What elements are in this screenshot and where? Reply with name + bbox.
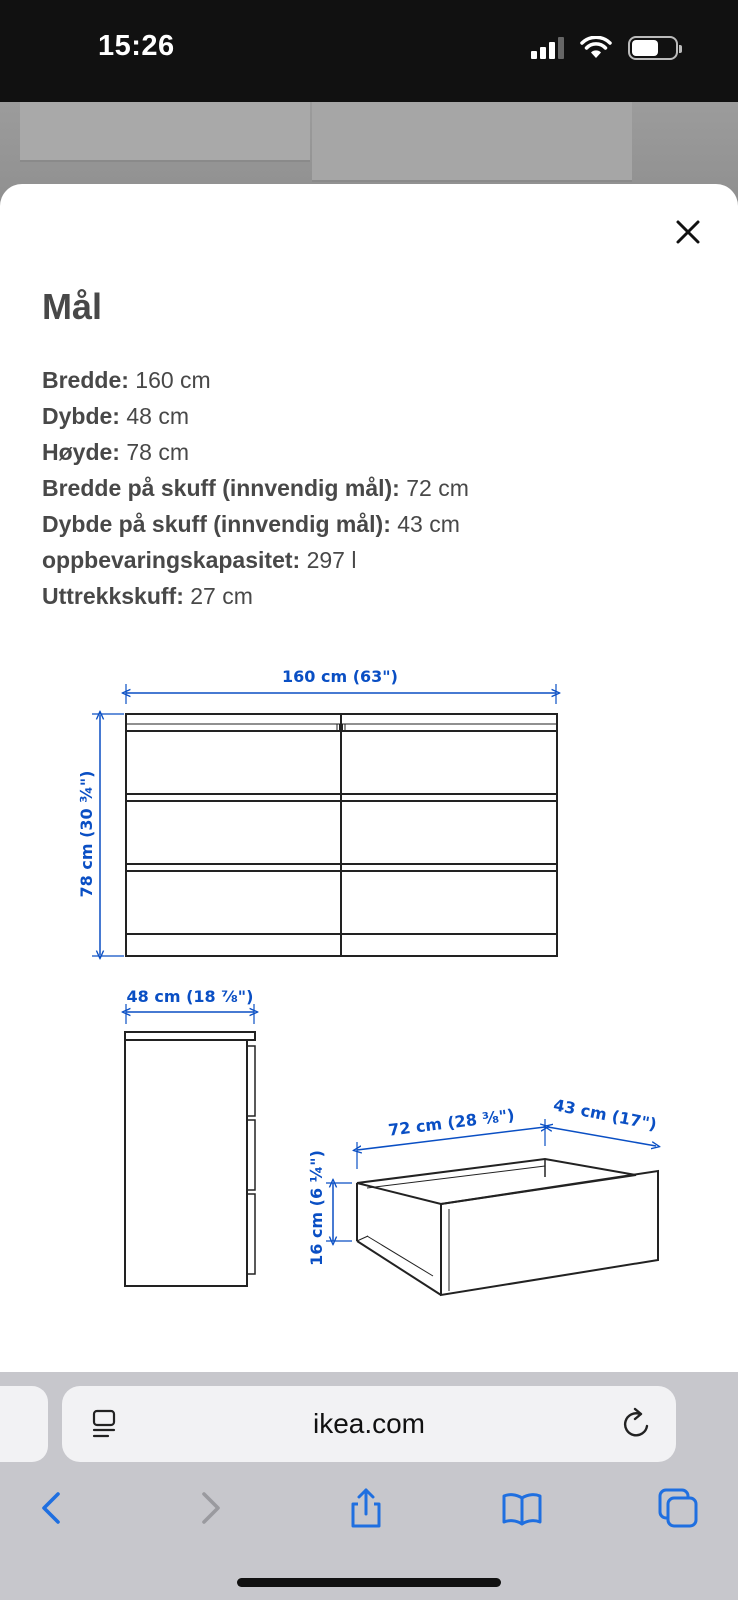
front-width-label: 160 cm (63") — [282, 667, 398, 686]
drawer-width-label: 72 cm (28 ⅜") — [387, 1105, 516, 1140]
drawer-height-label: 16 cm (6 ¼") — [307, 1150, 326, 1266]
front-view-drawing — [126, 714, 557, 956]
spec-value: 43 cm — [390, 511, 460, 537]
status-icons — [531, 36, 678, 60]
back-chevron-icon[interactable] — [30, 1486, 74, 1530]
sheet-title: Mål — [42, 286, 103, 327]
bookmarks-icon[interactable] — [500, 1486, 544, 1530]
url-text[interactable]: ikea.com — [312, 1408, 426, 1439]
share-icon[interactable] — [344, 1486, 388, 1530]
side-depth-label: 48 cm (18 ⅞") — [126, 987, 254, 1006]
spec-value: 72 cm — [399, 475, 469, 501]
spec-label: Høyde: — [42, 439, 120, 465]
tabs-icon[interactable] — [656, 1486, 700, 1530]
browser-toolbar — [0, 1372, 738, 1600]
spec-label: Bredde på skuff (innvendig mål): — [42, 475, 400, 501]
cellular-signal-icon — [531, 37, 564, 59]
spec-label: oppbevaringskapasitet: — [42, 547, 301, 573]
spec-label: Dybde på skuff (innvendig mål): — [42, 511, 391, 537]
browser-nav-row — [0, 1472, 738, 1542]
status-bar — [0, 0, 738, 102]
spec-value: 78 cm — [119, 439, 189, 465]
drawer-drawing — [357, 1159, 658, 1295]
wifi-icon — [580, 36, 612, 60]
battery-icon — [628, 36, 678, 60]
spec-label: Dybde: — [42, 403, 120, 429]
dimension-diagram — [0, 184, 738, 1374]
previous-tab-pill[interactable] — [0, 1386, 48, 1462]
spec-label: Uttrekkskuff: — [42, 583, 184, 609]
reload-icon[interactable] — [620, 1406, 654, 1442]
spec-value: 297 l — [300, 547, 357, 573]
spec-value: 27 cm — [183, 583, 253, 609]
front-height-label: 78 cm (30 ¾") — [77, 770, 96, 898]
status-time: 15:26 — [98, 30, 175, 62]
spec-label: Bredde: — [42, 367, 129, 393]
spec-value: 160 cm — [128, 367, 211, 393]
side-view-drawing — [125, 1032, 255, 1286]
home-indicator — [237, 1578, 501, 1587]
dimensions-sheet — [0, 184, 738, 1374]
forward-chevron-icon[interactable] — [188, 1486, 232, 1530]
spec-value: 48 cm — [119, 403, 189, 429]
address-bar[interactable] — [62, 1386, 676, 1462]
drawer-depth-label: 43 cm (17") — [551, 1095, 659, 1134]
